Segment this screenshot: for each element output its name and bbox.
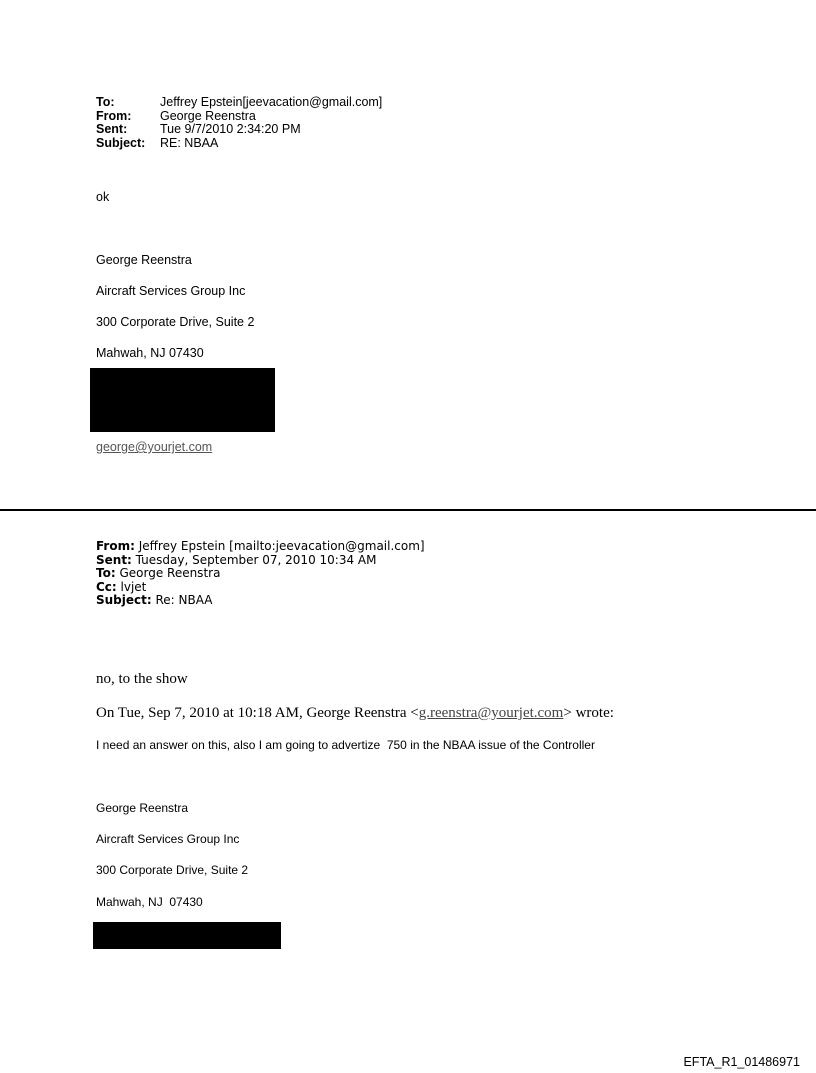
sent-label: Sent: (96, 122, 128, 136)
email2-quote-attribution (96, 704, 614, 722)
message-divider (0, 509, 816, 511)
subject-label: Subject: (96, 135, 146, 150)
to-label: To: (96, 95, 115, 109)
redaction-block-2 (93, 922, 281, 949)
email2-subject-row (96, 594, 425, 608)
email2-to-row (96, 567, 425, 581)
quote-prefix: On Tue, Sep 7, 2010 at 10:18 AM, George Reenstra < (96, 705, 419, 721)
email2-header (96, 540, 425, 608)
email2-cc-label: Cc: (96, 579, 117, 594)
email2-sent-row (96, 554, 425, 568)
email2-body: no, to the show (96, 671, 188, 687)
email2-to-value: George Reenstra (115, 566, 221, 581)
document-id: EFTA_R1_01486971 (683, 1055, 800, 1069)
email2-from-label: From: (96, 539, 135, 553)
from-label: From: (96, 108, 132, 123)
sent-row (96, 123, 382, 137)
email2-subject-label: Subject: (96, 593, 152, 608)
email1-sig-city: Mahwah, NJ 07430 (96, 346, 204, 360)
email2-from-row (96, 540, 425, 554)
email1-sig-email-link[interactable]: george@yourjet.com (96, 440, 213, 454)
email2-sig-address: 300 Corporate Drive, Suite 2 (96, 863, 249, 877)
email1-sig-address: 300 Corporate Drive, Suite 2 (96, 315, 255, 329)
email2-sig-company: Aircraft Services Group Inc (96, 832, 240, 846)
email1-sig-company: Aircraft Services Group Inc (96, 284, 246, 298)
email1-header (96, 96, 382, 150)
to-row (96, 96, 382, 110)
email2-sent-label: Sent: (96, 552, 132, 567)
quote-suffix: > wrote: (563, 705, 614, 721)
email1-sig-name: George Reenstra (96, 253, 192, 267)
from-value: George Reenstra (160, 108, 256, 123)
email2-from-value: Jeffrey Epstein [mailto:jeevacation@gmail.com] (134, 539, 425, 553)
subject-row (96, 137, 382, 151)
email2-sent-value: Tuesday, September 07, 2010 10:34 AM (131, 552, 377, 567)
email2-subject-value: Re: NBAA (151, 593, 213, 608)
email1-body: ok (96, 190, 110, 204)
email2-sig-name: George Reenstra (96, 801, 189, 815)
email2-to-label: To: (96, 566, 116, 581)
email2-sig-city: Mahwah, NJ 07430 (96, 895, 203, 909)
sent-value: Tue 9/7/2010 2:34:20 PM (160, 122, 301, 136)
redaction-block (90, 368, 275, 432)
quote-email-link[interactable]: g.reenstra@yourjet.com (418, 705, 564, 721)
email2-cc-value: lvjet (116, 579, 147, 594)
email2-cc-row (96, 581, 425, 595)
subject-value: RE: NBAA (160, 135, 219, 150)
email2-quoted-text: I need an answer on this, also I am going to advertize 750 in the NBAA issue of the Controller (96, 738, 595, 752)
to-value: Jeffrey Epstein[jeevacation@gmail.com] (160, 95, 383, 109)
from-row (96, 110, 382, 124)
